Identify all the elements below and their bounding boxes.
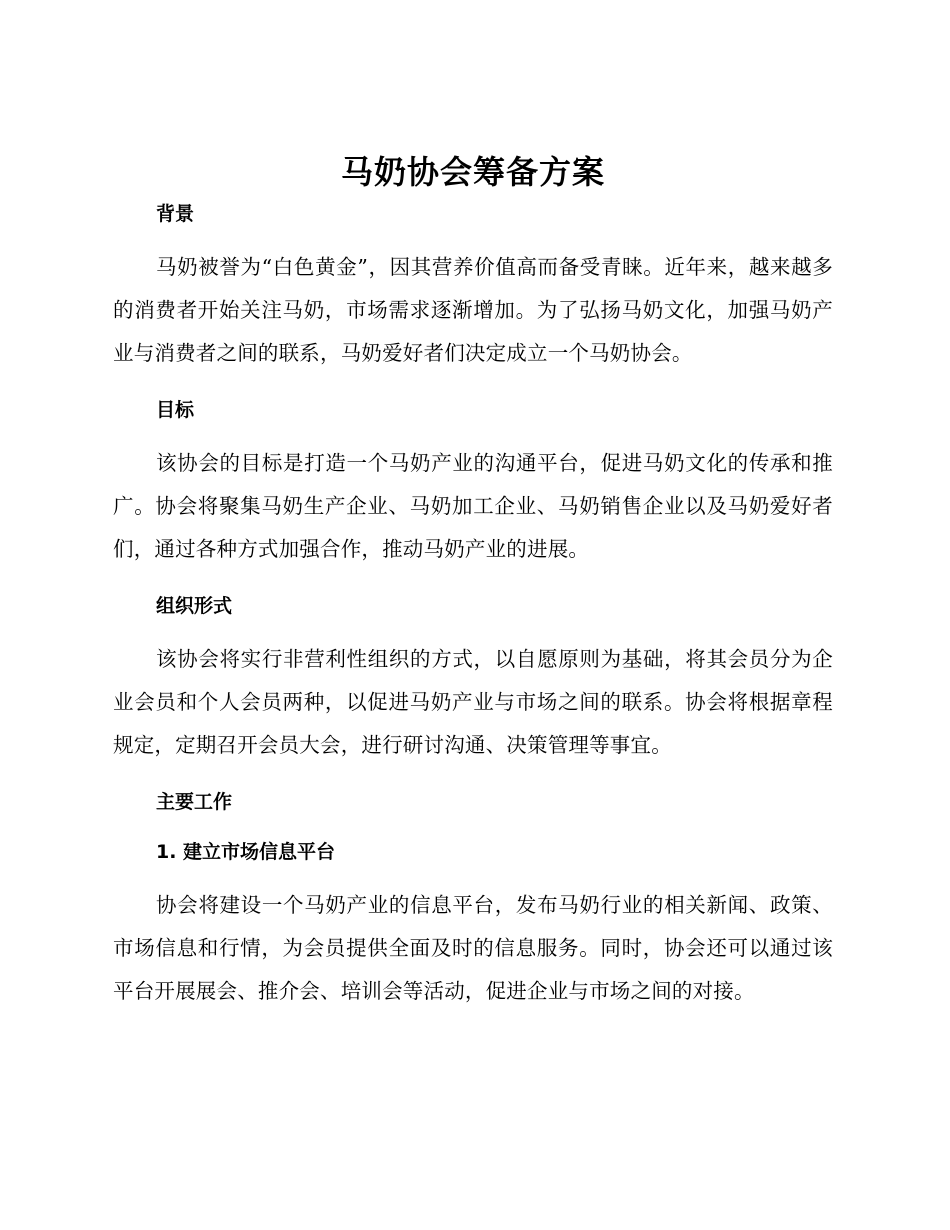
section-paragraph-organization: 该协会将实行非营利性组织的方式，以自愿原则为基础，将其会员分为企业会员和个人会员两种，以促进马奶产业与市场之间的联系。协会将根据章程规定，定期召开会员大会，进行研讨沟通、决策管理等事宜。 [113, 647, 833, 757]
subsection-heading-market-info-platform: 1. 建立市场信息平台 [156, 841, 336, 863]
section-heading-background: 背景 [156, 203, 195, 225]
section-heading-main-work: 主要工作 [156, 791, 233, 813]
section-paragraph-goal: 该协会的目标是打造一个马奶产业的沟通平台，促进马奶文化的传承和推广。协会将聚集马奶生产企业、马奶加工企业、马奶销售企业以及马奶爱好者们，通过各种方式加强合作，推动马奶产业的进展。 [113, 451, 833, 561]
subsection-paragraph-market-info-platform: 协会将建设一个马奶产业的信息平台，发布马奶行业的相关新闻、政策、市场信息和行情，为会员提供全面及时的信息服务。同时，协会还可以通过该平台开展展会、推介会、培训会等活动，促进企业与市场之间的对接。 [113, 893, 833, 1003]
document-title: 马奶协会筹备方案 [340, 153, 605, 191]
section-heading-organization: 组织形式 [156, 595, 233, 617]
section-heading-goal: 目标 [156, 399, 195, 421]
document-content [113, 150, 833, 1013]
section-paragraph-background: 马奶被誉为“白色黄金”，因其营养价值高而备受青睐。近年来，越来越多的消费者开始关注马奶，市场需求逐渐增加。为了弘扬马奶文化，加强马奶产业与消费者之间的联系，马奶爱好者们决定成立一个马奶协会。 [113, 255, 833, 365]
